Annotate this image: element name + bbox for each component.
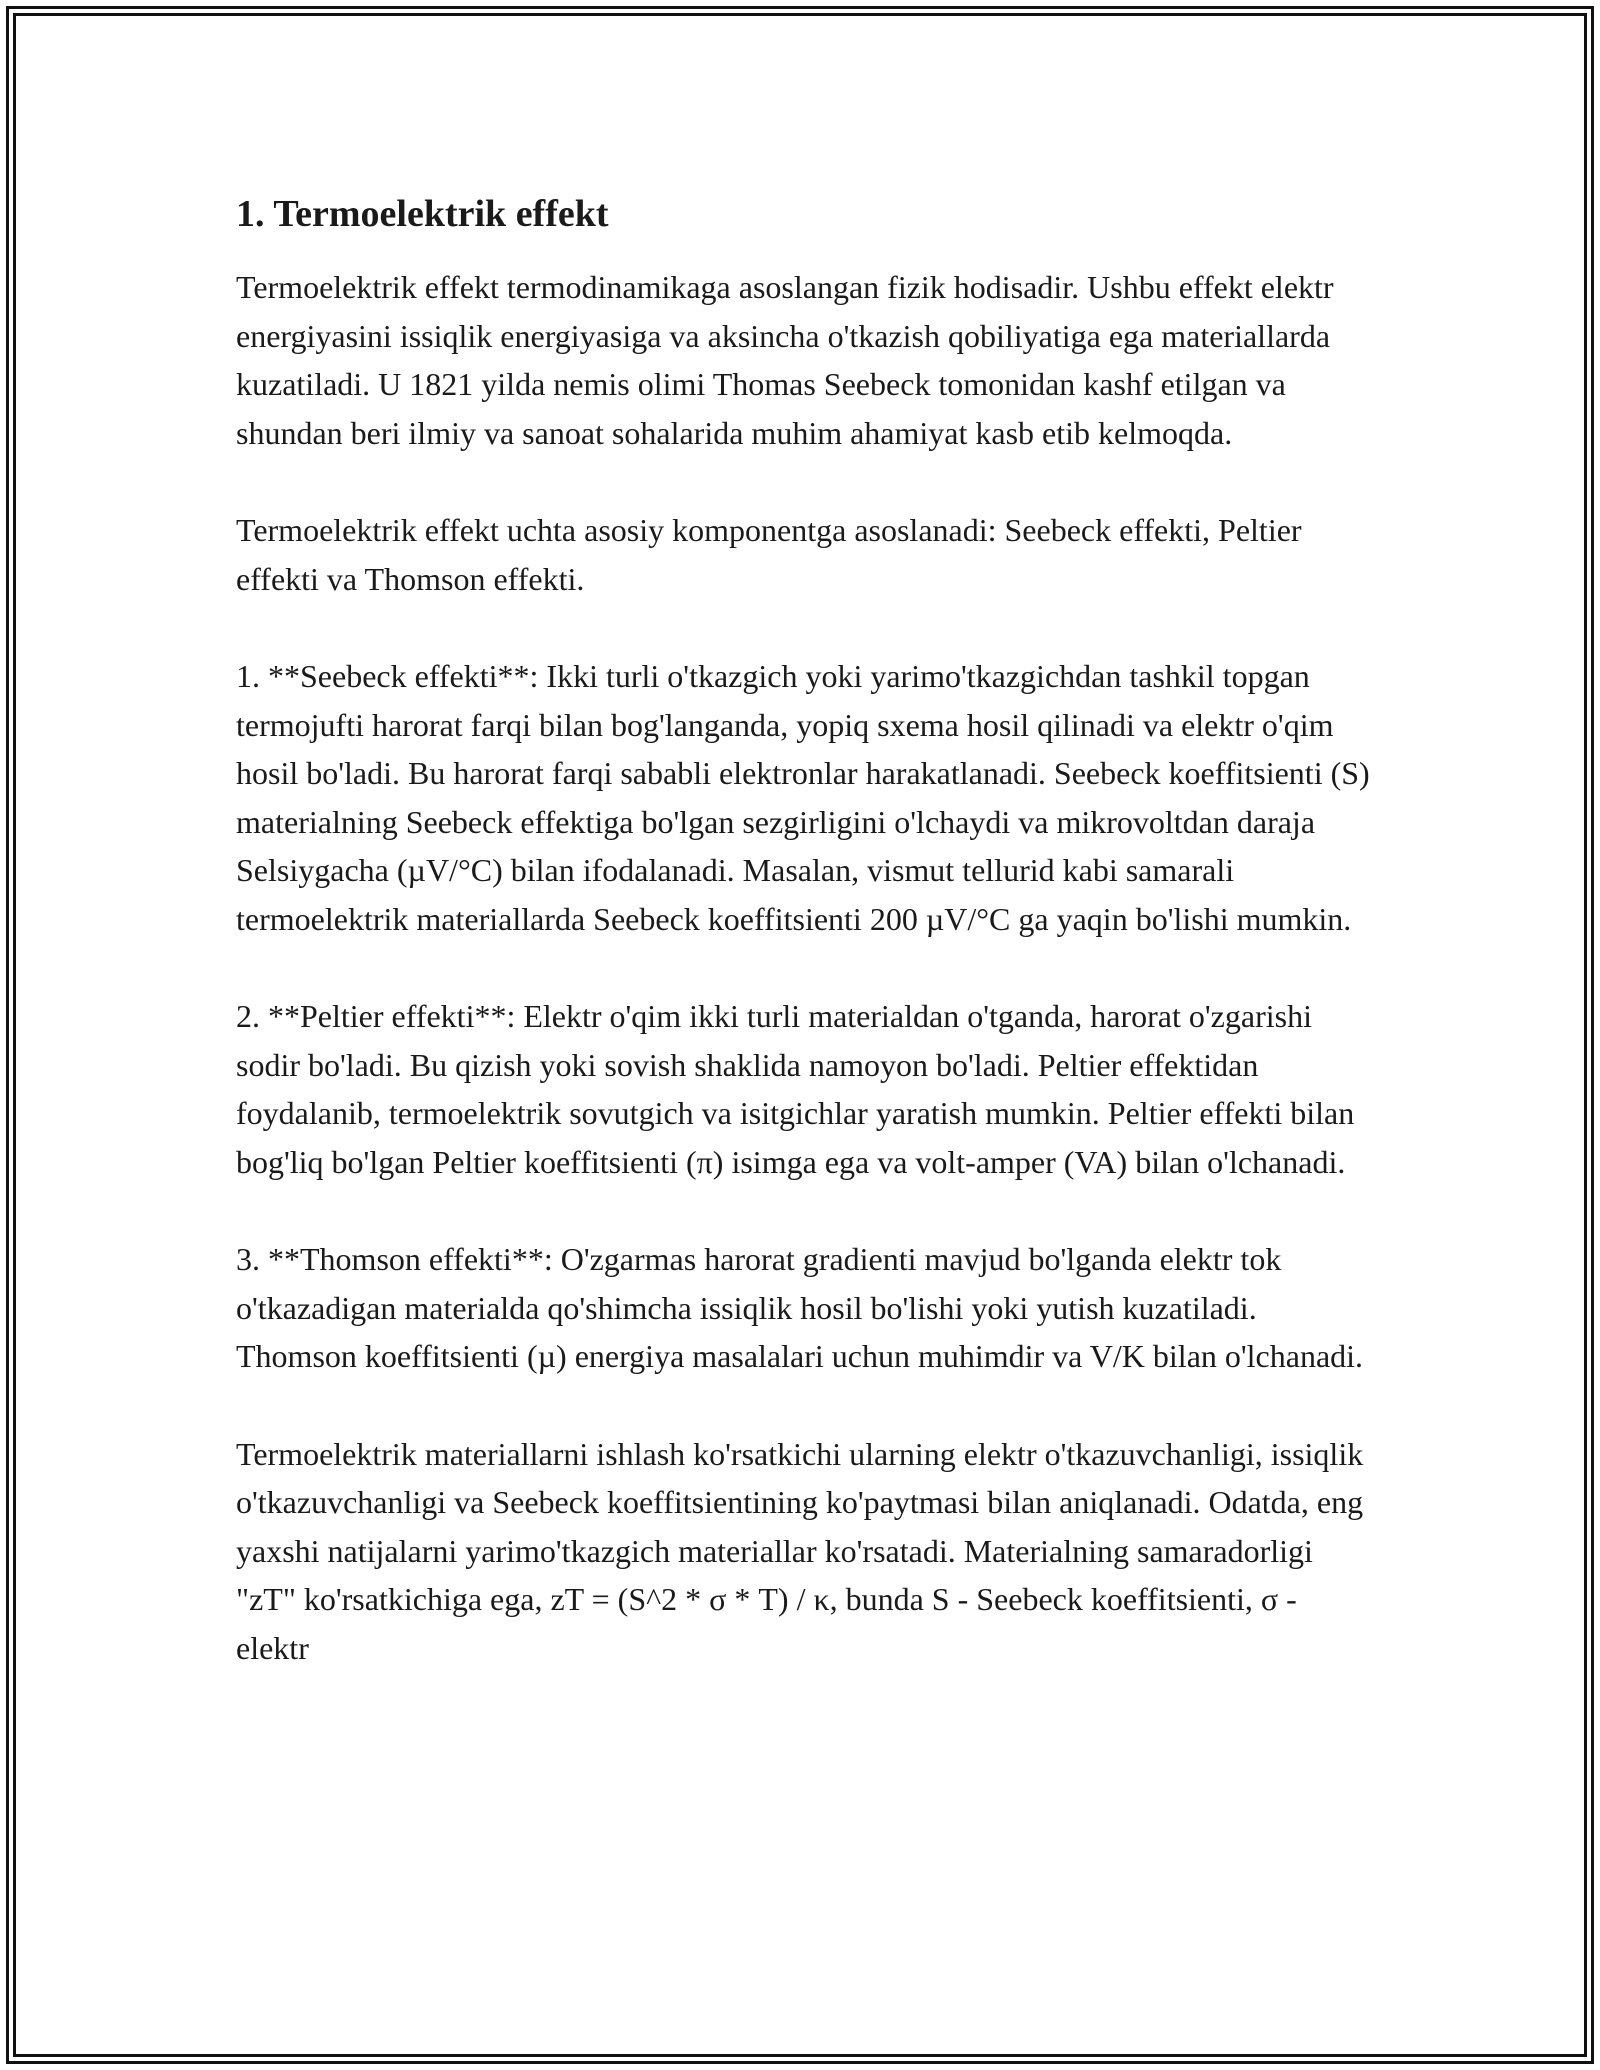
section-heading: 1. Termoelektrik effekt (236, 193, 609, 235)
paragraph-intro: Termoelektrik effekt termodinamikaga asoslangan fizik hodisadir. Ushbu effekt elektr energiyasini issiqlik energiyasiga va aksincha o'tkazish qobiliyatiga ega materiallarda kuzatiladi. U 1821 yilda nemis olimi Thomas Seebeck tomonidan kashf etilgan va shundan beri ilmiy va sanoat sohalarida muhim ahamiyat kasb etib kelmoqda. (236, 269, 1334, 451)
paragraph-seebeck: 1. **Seebeck effekti**: Ikki turli o'tkazgich yoki yarimo'tkazgichdan tashkil topgan termojufti harorat farqi bilan bog'langanda, yopiq sxema hosil qilinadi va elektr o'qim hosil bo'ladi. Bu harorat farqi sababli elektronlar harakatlanadi. Seebeck koeffitsienti (S) materialning Seebeck effektiga bo'lgan sezgirligini o'lchaydi va mikrovoltdan daraja Selsiygacha (µV/°C) bilan ifodalanadi. Masalan, vismut tellurid kabi samarali termoelektrik materiallarda Seebeck koeffitsienti 200 µV/°C ga yaqin bo'lishi mumkin. (236, 658, 1370, 937)
paragraph-components: Termoelektrik effekt uchta asosiy komponentga asoslanadi: Seebeck effekti, Peltier effekti va Thomson effekti. (236, 512, 1302, 597)
paragraph-thomson: 3. **Thomson effekti**: O'zgarmas harorat gradienti mavjud bo'lganda elektr tok o'tkazadigan materialda qo'shimcha issiqlik hosil bo'lishi yoki yutish kuzatiladi. Thomson koeffitsienti (µ) energiya masalalari uchun muhimdir va V/K bilan o'lchanadi. (236, 1241, 1364, 1374)
paragraph-peltier: 2. **Peltier effekti**: Elektr o'qim ikki turli materialdan o'tganda, harorat o'zgarishi sodir bo'ladi. Bu qizish yoki sovish shaklida namoyon bo'ladi. Peltier effektidan foydalanib, termoelektrik sovutgich va isitgichlar yaratish mumkin. Peltier effekti bilan bog'liq bo'lgan Peltier koeffitsienti (π) isimga ega va volt-amper (VA) bilan o'lchanadi. (236, 998, 1355, 1180)
document-body (236, 185, 1376, 1672)
paragraph-performance: Termoelektrik materiallarni ishlash ko'rsatkichi ularning elektr o'tkazuvchanligi, issiqlik o'tkazuvchanligi va Seebeck koeffitsientining ko'paytmasi bilan aniqlanadi. Odatda, eng yaxshi natijalarni yarimo'tkazgich materiallar ko'rsatadi. Materialning samaradorligi "zT" ko'rsatkichiga ega, zT = (S^2 * σ * T) / κ, bunda S - Seebeck koeffitsienti, σ - elektr (236, 1435, 1364, 1666)
